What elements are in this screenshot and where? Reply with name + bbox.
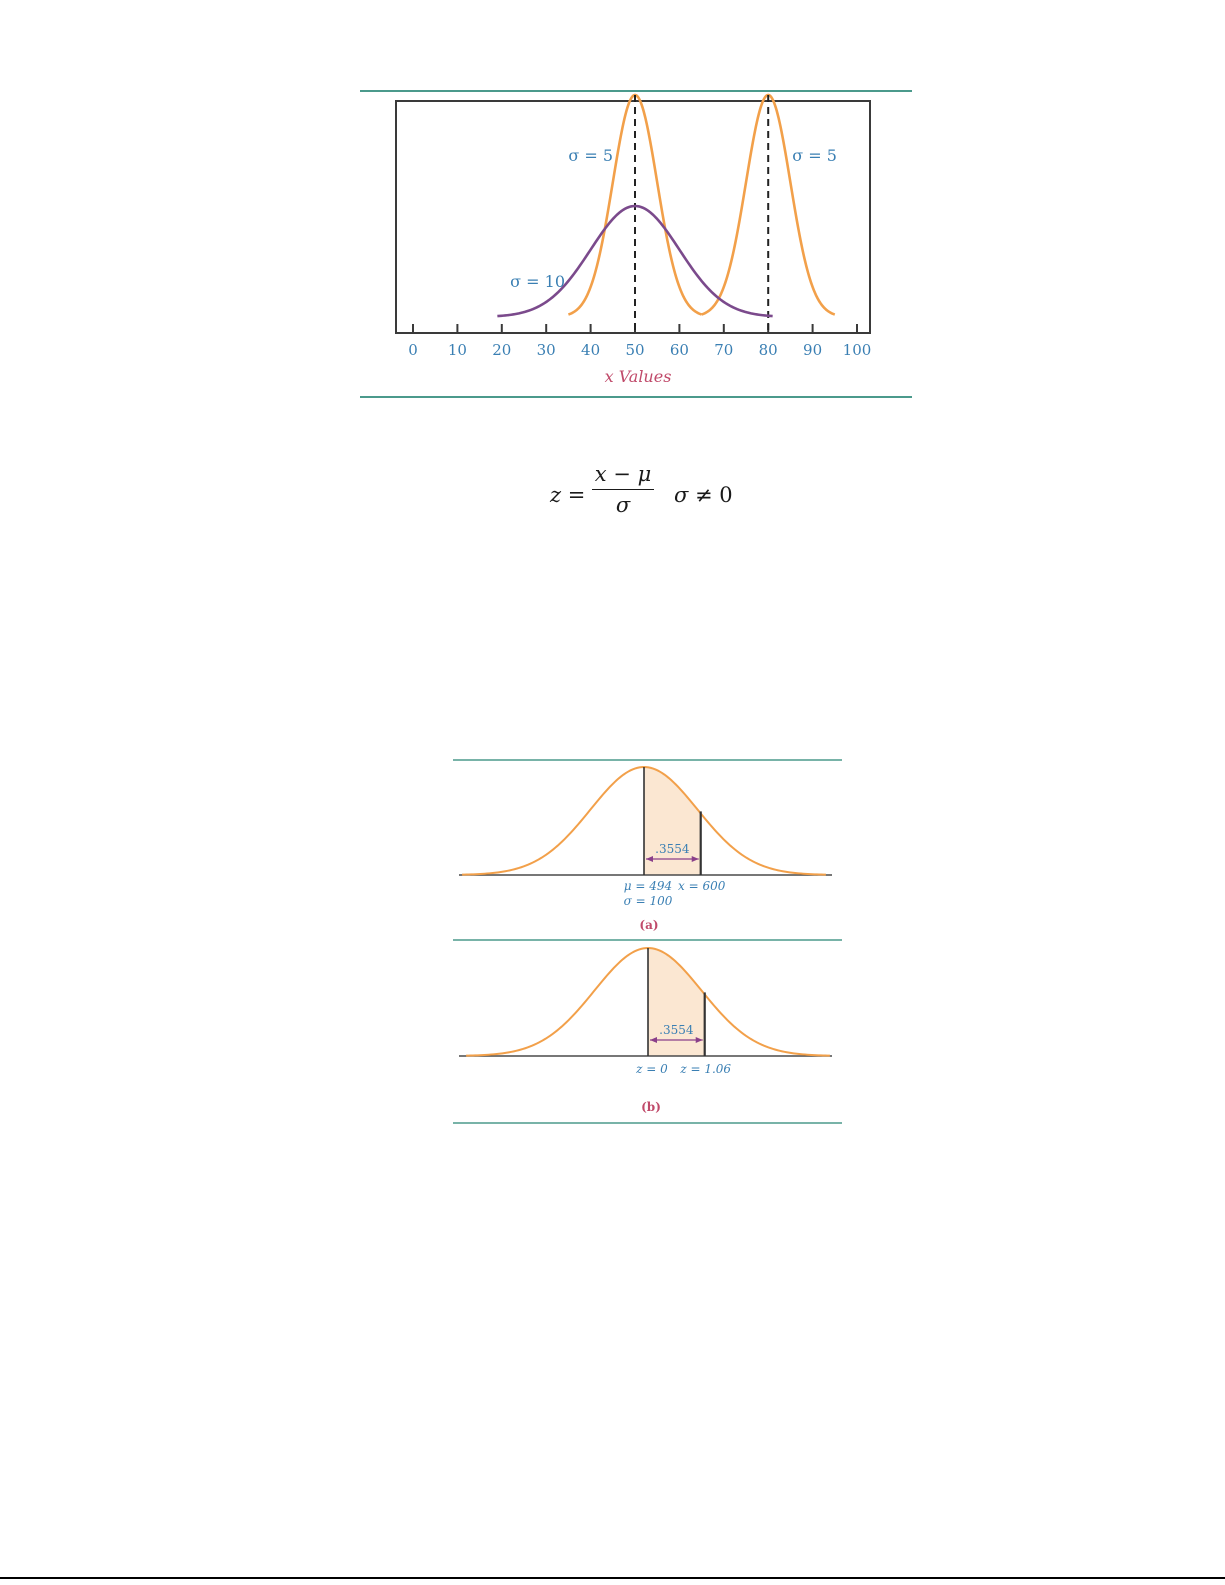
normal-curves-figure (355, 85, 915, 405)
x-tick-label-10: 10 (447, 341, 467, 359)
panel-a-caption: (a) (639, 918, 659, 932)
formula-condition (674, 483, 733, 507)
sigma-label-1: σ = 5 (568, 146, 613, 165)
x-tick-label-90: 90 (803, 341, 823, 359)
panel-b-caption: (b) (641, 1100, 661, 1114)
x-tick-label-100: 100 (842, 341, 872, 359)
panel-b (459, 948, 832, 1076)
x-tick-label-80: 80 (758, 341, 778, 359)
area-value-label: .3554 (659, 1023, 694, 1037)
x-tick-label-60: 60 (669, 341, 689, 359)
x-tick-label-50: 50 (625, 341, 645, 359)
curves-layer (497, 95, 834, 333)
fraction-bar (592, 489, 654, 490)
area-value-label: .3554 (655, 842, 690, 856)
left-label-2: σ = 100 (623, 894, 673, 908)
x-tick-label-70: 70 (714, 341, 734, 359)
x-tick-label-30: 30 (536, 341, 556, 359)
z-score-formula (500, 462, 800, 532)
formula-denominator: σ (615, 493, 631, 517)
x-tick-label-20: 20 (492, 341, 512, 359)
right-label: x = 600 (678, 879, 726, 893)
x-axis-tick-labels (408, 341, 871, 359)
x-axis-label: x Values (604, 367, 672, 386)
sigma-label-3: σ = 10 (510, 272, 565, 291)
panel-a (459, 767, 832, 908)
condition-sigma: σ (674, 483, 689, 507)
x-tick-label-0: 0 (408, 341, 418, 359)
x-tick-label-40: 40 (581, 341, 601, 359)
plot-frame (396, 101, 870, 333)
formula-fraction (592, 462, 654, 517)
formula-numerator: x − μ (594, 462, 652, 486)
left-label-1: μ = 494 (623, 879, 673, 893)
condition-rest: ≠ 0 (688, 483, 733, 507)
sigma-label-2: σ = 5 (792, 146, 837, 165)
left-label-1: z = 0 (636, 1062, 668, 1076)
formula-lhs: z = (550, 483, 586, 507)
standardization-figure (450, 755, 845, 1127)
page-bottom-rule (0, 1577, 1225, 1579)
right-label: z = 1.06 (680, 1062, 732, 1076)
